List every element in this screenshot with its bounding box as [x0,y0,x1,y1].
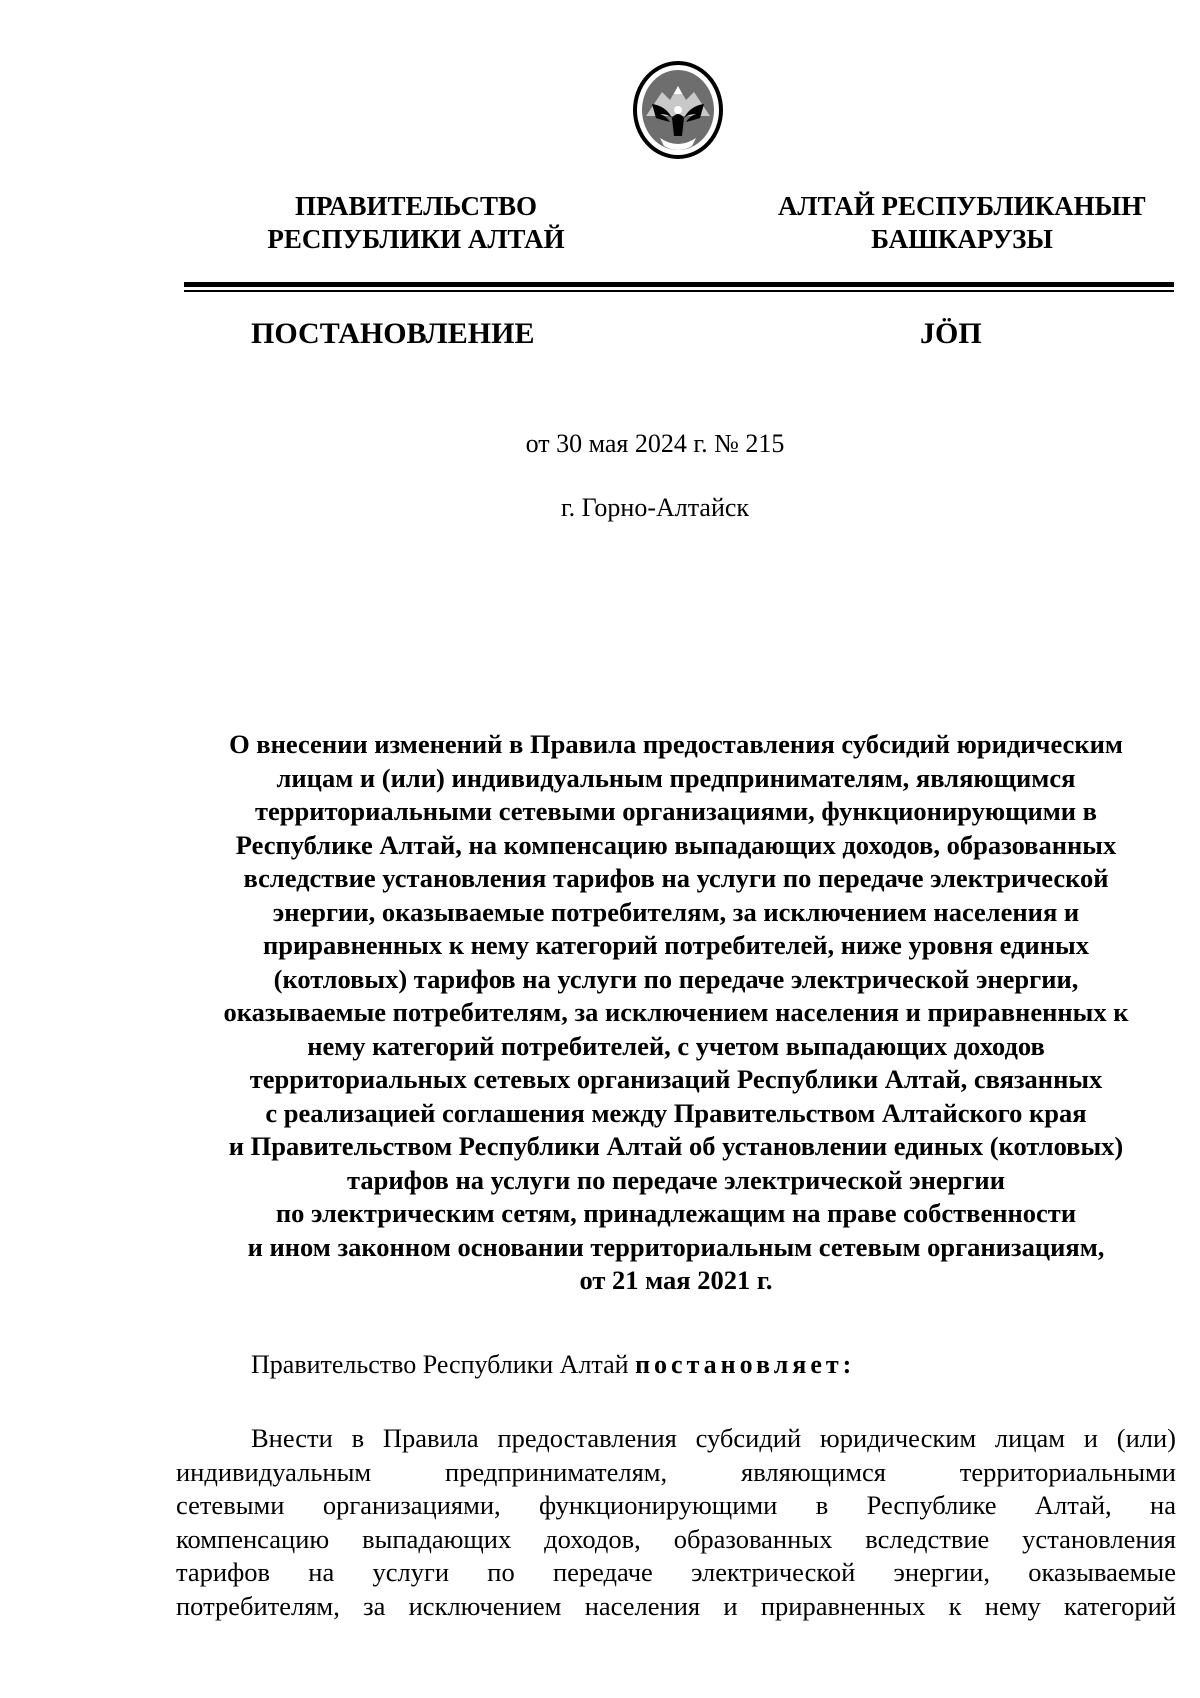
altai-republic-coat-of-arms-icon [632,60,724,160]
title-line: (котловых) тарифов на услуги по передаче электрической энергии, [273,963,1079,994]
title-line: оказываемые потребителям, за исключением населения и приравненных к [223,997,1129,1027]
body-line: тарифов на услуги по передаче электрической энергии, оказываемые [176,1557,1176,1587]
resolution-subject: Правительство Республики Алтай [251,1350,629,1379]
title-line: лицам и (или) индивидуальным предпринимателям, являющимся [276,762,1076,793]
document-body [176,1422,1176,1623]
title-line: территориальными сетевыми организациями, функционирующими в [254,796,1097,826]
title-line: территориальных сетевых организаций Республики Алтай, связанных [249,1064,1103,1094]
organization-name-russian [236,190,596,256]
header-divider-thick [184,282,1174,287]
title-line: тарифов на услуги по передаче электрической энергии [347,1164,1005,1195]
title-line: и ином законном основании территориальным сетевым организациям, [247,1231,1105,1262]
org-right-line-1: АЛТАЙ РЕСПУБЛИКАНЫҤ [777,191,1147,221]
body-line: потребителям, за исключением населения и приравненных к нему категорий [176,1590,1176,1621]
document-date-number: от 30 мая 2024 г. № 215 [525,429,785,458]
resolution-verb: постановляет: [635,1350,856,1379]
title-line: нему категорий потребителей, с учетом выпадающих доходов [307,1030,1045,1061]
document-title [176,728,1176,1298]
title-line: Республике Алтай, на компенсацию выпадающих доходов, образованных [235,829,1117,860]
resolution-clause [251,1349,855,1381]
org-left-line-1: ПРАВИТЕЛЬСТВО [294,191,538,221]
title-line: О внесении изменений в Правила предоставления субсидий юридическим [229,729,1123,759]
body-line: компенсацию выпадающих доходов, образованных вследствие установления [176,1523,1176,1554]
body-line: сетевыми организациями, функционирующими в Республике Алтай, на [176,1490,1176,1520]
title-line: и Правительством Республики Алтай об установлении единых (котловых) [228,1131,1124,1161]
body-line: индивидуальным предпринимателям, являющимся территориальными [176,1456,1176,1487]
document-type-russian: ПОСТАНОВЛЕНИЕ [251,317,535,350]
title-line: от 21 мая 2021 г. [579,1265,773,1295]
title-line: по электрическим сетям, принадлежащим на праве собственности [275,1198,1077,1228]
org-left-line-2: РЕСПУБЛИКИ АЛТАЙ [267,224,565,254]
title-line: вследствие установления тарифов на услуги по передаче электрической [243,863,1109,893]
organization-name-altai [752,190,1172,256]
header-divider-thin [184,290,1174,292]
title-line: приравненных к нему категорий потребителей, ниже уровня единых [263,930,1089,960]
title-line: с реализацией соглашения между Правительством Алтайского края [265,1097,1087,1128]
org-right-line-2: БАШКАРУЗЫ [871,224,1053,254]
title-line: энергии, оказываемые потребителям, за исключением населения и [272,896,1080,927]
document-place: г. Горно-Алтайск [560,493,750,522]
body-line: Внести в Правила предоставления субсидий юридическим лицам и (или) [251,1423,1176,1453]
document-type-altai: JÖП [920,317,982,350]
